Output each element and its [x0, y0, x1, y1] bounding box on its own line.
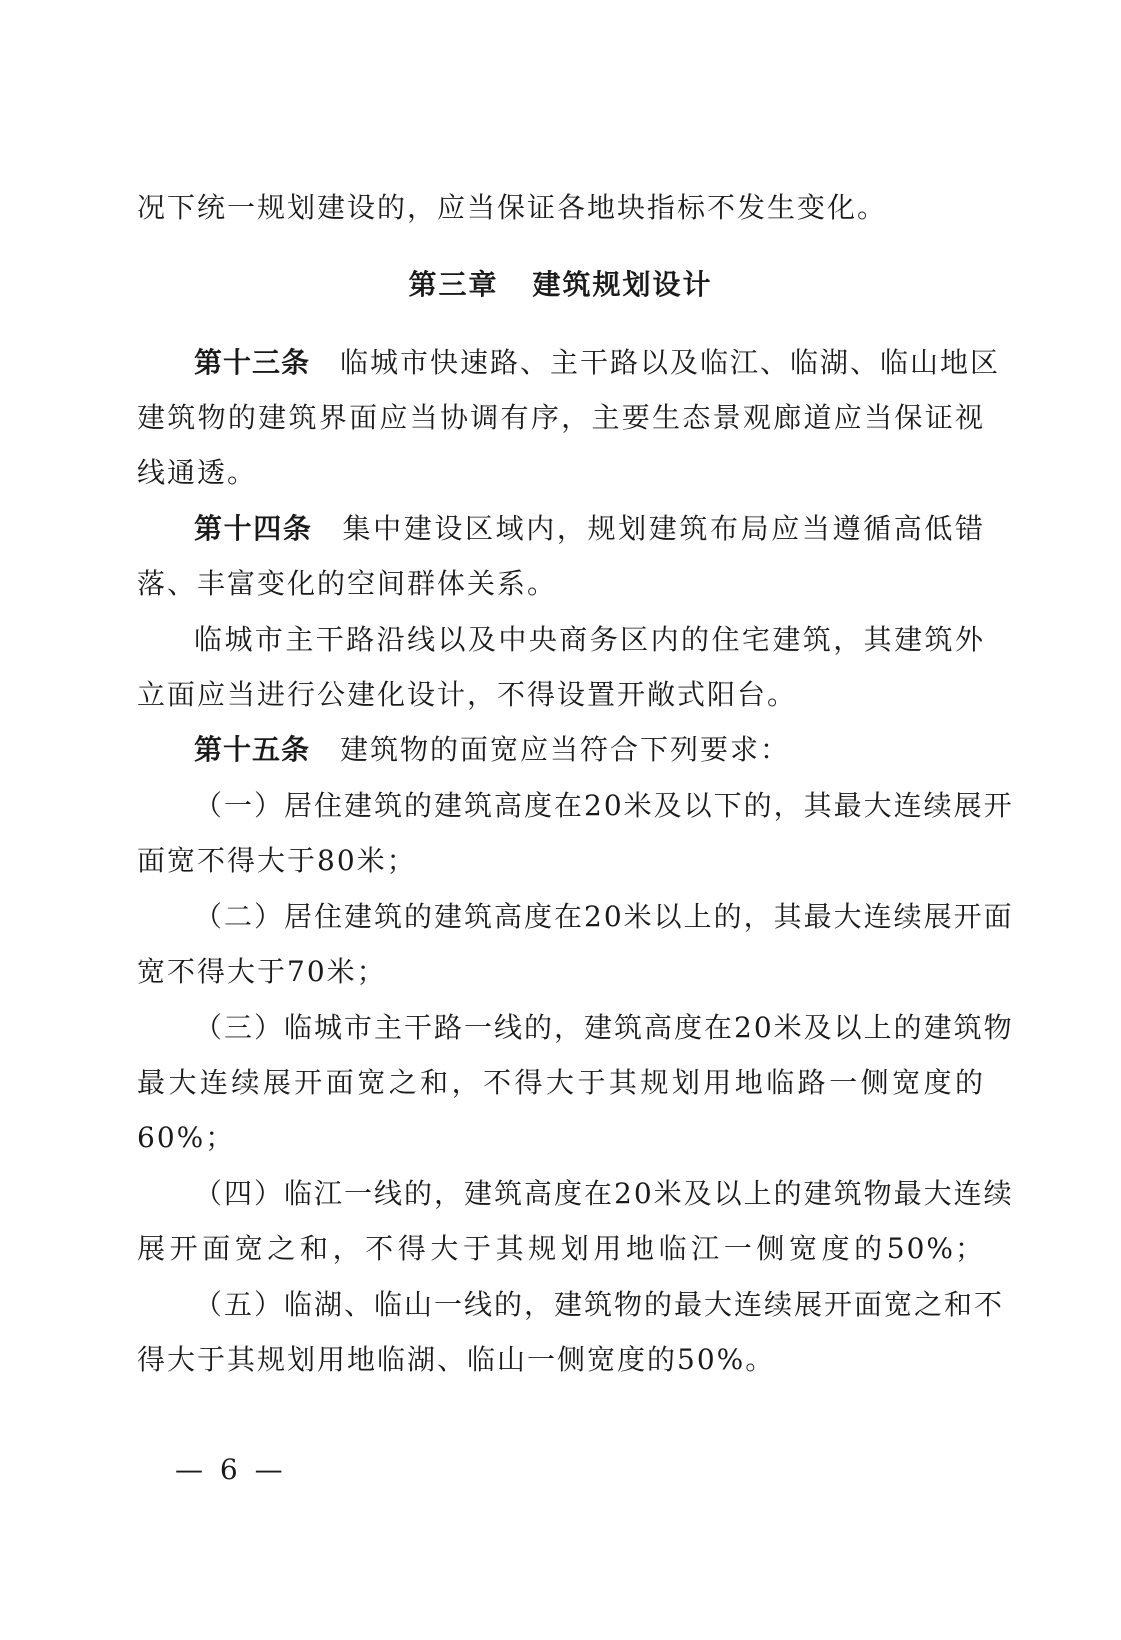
list-item-1: （一）居住建筑的建筑高度在20米及以下的，其最大连续展开: [194, 789, 1014, 822]
article-14-label: 第十四条: [194, 512, 313, 545]
chapter-heading: [0, 267, 1121, 303]
page-number: — 6 —: [175, 1453, 287, 1486]
body-line: 立面应当进行公建化设计，不得设置开敞式阳台。: [137, 678, 798, 711]
body-line: 60%；: [137, 1121, 236, 1154]
paragraph-line: 临城市主干路沿线以及中央商务区内的住宅建筑，其建筑外: [194, 623, 985, 656]
article-15-line: [194, 732, 985, 768]
article-15-text: 建筑物的面宽应当符合下列要求：: [340, 733, 791, 766]
body-line: 宽不得大于70米；: [137, 955, 387, 988]
body-line: 建筑物的建筑界面应当协调有序，主要生态景观廊道应当保证视: [137, 401, 985, 434]
list-item-4: （四）临江一线的，建筑高度在20米及以上的建筑物最大连续: [194, 1177, 1014, 1210]
body-line: 况下统一规划建设的，应当保证各地块指标不发生变化。: [137, 191, 888, 224]
chapter-number: 第三章: [408, 268, 499, 301]
chapter-title: 建筑规划设计: [532, 268, 713, 301]
body-line: 得大于其规划用地临湖、临山一侧宽度的50%。: [137, 1343, 776, 1376]
article-14-line: [194, 511, 985, 547]
body-line: 落、丰富变化的空间群体关系。: [137, 567, 558, 600]
body-line: 展开面宽之和，不得大于其规划用地临江一侧宽度的50%；: [137, 1232, 985, 1265]
body-line: 最大连续展开面宽之和，不得大于其规划用地临路一侧宽度的: [137, 1066, 985, 1099]
article-14-text: 集中建设区域内，规划建筑布局应当遵循高低错: [342, 512, 985, 545]
list-item-3: （三）临城市主干路一线的，建筑高度在20米及以上的建筑物: [194, 1011, 1014, 1044]
list-item-2: （二）居住建筑的建筑高度在20米以上的，其最大连续展开面: [194, 900, 1014, 933]
body-line: 面宽不得大于80米；: [137, 844, 417, 877]
list-item-5: （五）临湖、临山一线的，建筑物的最大连续展开面宽之和不: [194, 1288, 1005, 1321]
article-15-label: 第十五条: [194, 733, 311, 766]
article-13-text: 临城市快速路、主干路以及临江、临湖、临山地区: [340, 346, 1001, 379]
article-13-line: [194, 345, 1001, 381]
body-line: 线通透。: [137, 456, 258, 489]
article-13-label: 第十三条: [194, 346, 311, 379]
